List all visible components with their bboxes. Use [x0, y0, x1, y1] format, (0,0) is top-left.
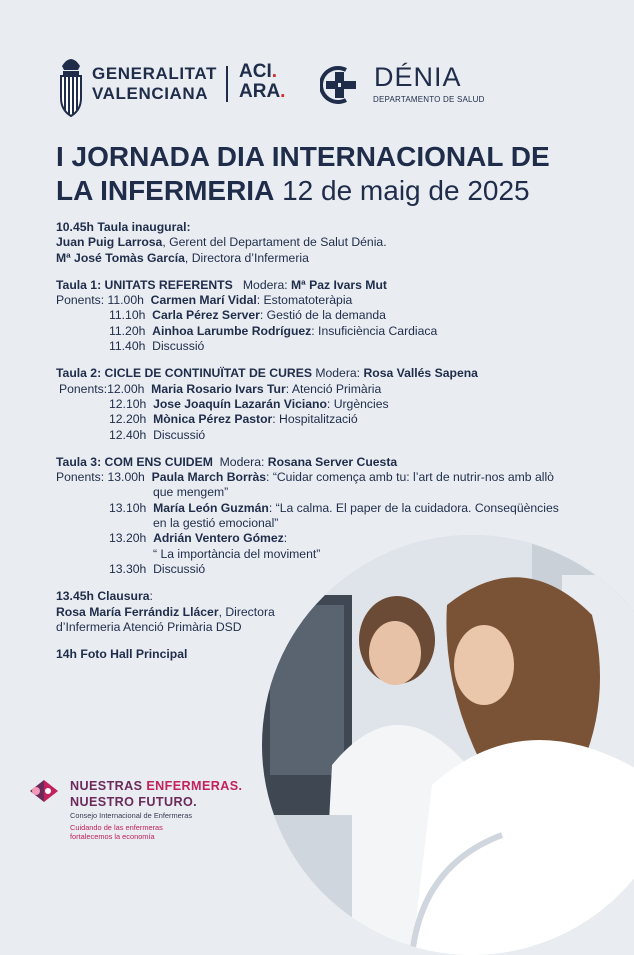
opening-speaker-2: Mª José Tomàs García, Directora d’Infermeria: [56, 250, 309, 265]
table-2-item: 12.10h Jose Joaquín Lazarán Viciano: Urgències: [109, 396, 389, 411]
table-1-item: 11.10h Carla Pérez Server: Gestió de la demanda: [109, 308, 386, 323]
generalitat-valenciana-wordmark: GENERALITAT VALENCIANA: [92, 64, 217, 103]
campaign-organization: Consejo Internacional de Enfermeras: [70, 811, 193, 820]
opening-speaker-1: Juan Puig Larrosa, Gerent del Departament de Salut Dénia.: [56, 235, 387, 250]
table-2-item: 12.40h Discussió: [109, 427, 206, 442]
table-3-item: 13.30h Discussió: [109, 561, 206, 576]
table-3-heading: Taula 3: COM ENS CUIDEM Modera: Rosana Server Cuesta: [56, 454, 398, 469]
nursing-campaign-logo-icon: [26, 774, 62, 808]
table-3-item: 13.20h Adrián Ventero Gómez:: [109, 531, 288, 546]
campaign-slogan-line-2: NUESTRO FUTURO.: [70, 795, 198, 809]
table-3-item-cont: “ La importància del moviment”: [153, 546, 321, 561]
table-3-item-cont: que mengem”: [153, 485, 229, 500]
logo-divider: [226, 66, 228, 102]
table-3-item-cont: en la gestió emocional”: [153, 516, 279, 531]
table-2-item: Ponents:12.00h Maria Rosario Ivars Tur: Atenció Primària: [59, 381, 382, 396]
campaign-tagline: Cuidando de las enfermeras fortalecemos la economía: [70, 823, 163, 841]
table-2-item: 12.20h Mònica Pérez Pastor: Hospitalització: [109, 412, 358, 427]
generalitat-coat-of-arms-icon: [56, 52, 86, 118]
denia-subtitle: DEPARTAMENTO DE SALUD: [373, 95, 485, 104]
event-title: I JORNADA DIA INTERNACIONAL DE LA INFERMERIA 12 de maig de 2025: [56, 141, 550, 206]
event-date: 12 de maig de 2025: [282, 175, 530, 206]
table-1-item: 11.20h Ainhoa Larumbe Rodríguez: Insuficiència Cardiaca: [109, 323, 438, 338]
table-1-item: Ponents: 11.00h Carmen Marí Vidal: Estomatoteràpia: [56, 293, 353, 308]
closing-speaker: Rosa María Ferrándiz Llácer, Directora: [56, 604, 275, 619]
aci-ara-wordmark: ACI. ARA.: [239, 61, 286, 102]
table-1-item: 11.40h Discussió: [109, 339, 205, 354]
table-1-heading: Taula 1: UNITATS REFERENTS Modera: Mª Paz Ivars Mut: [56, 277, 387, 292]
health-department-cross-icon: [320, 66, 364, 104]
closing-speaker-role: d’Infermeria Atenció Primària DSD: [56, 619, 242, 634]
table-3-item: 13.10h María León Guzmán: “La calma. El paper de la cuidadora. Conseqüències: [109, 500, 559, 515]
denia-wordmark: DÉNIA: [374, 62, 462, 92]
opening-heading: 10.45h Taula inaugural:: [56, 220, 191, 234]
table-2-heading: Taula 2: CICLE DE CONTINUÏTAT DE CURES Modera: Rosa Vallés Sapena: [56, 366, 478, 381]
closing-heading: 13.45h Clausura:: [56, 589, 153, 604]
table-3-item: Ponents: 13.00h Paula March Borràs: “Cuidar comença amb tu: l’art de nutrir-nos amb allò: [56, 470, 554, 485]
campaign-slogan-line-1: NUESTRAS ENFERMERAS.: [70, 779, 243, 793]
photo-session: 14h Foto Hall Principal: [56, 647, 188, 662]
